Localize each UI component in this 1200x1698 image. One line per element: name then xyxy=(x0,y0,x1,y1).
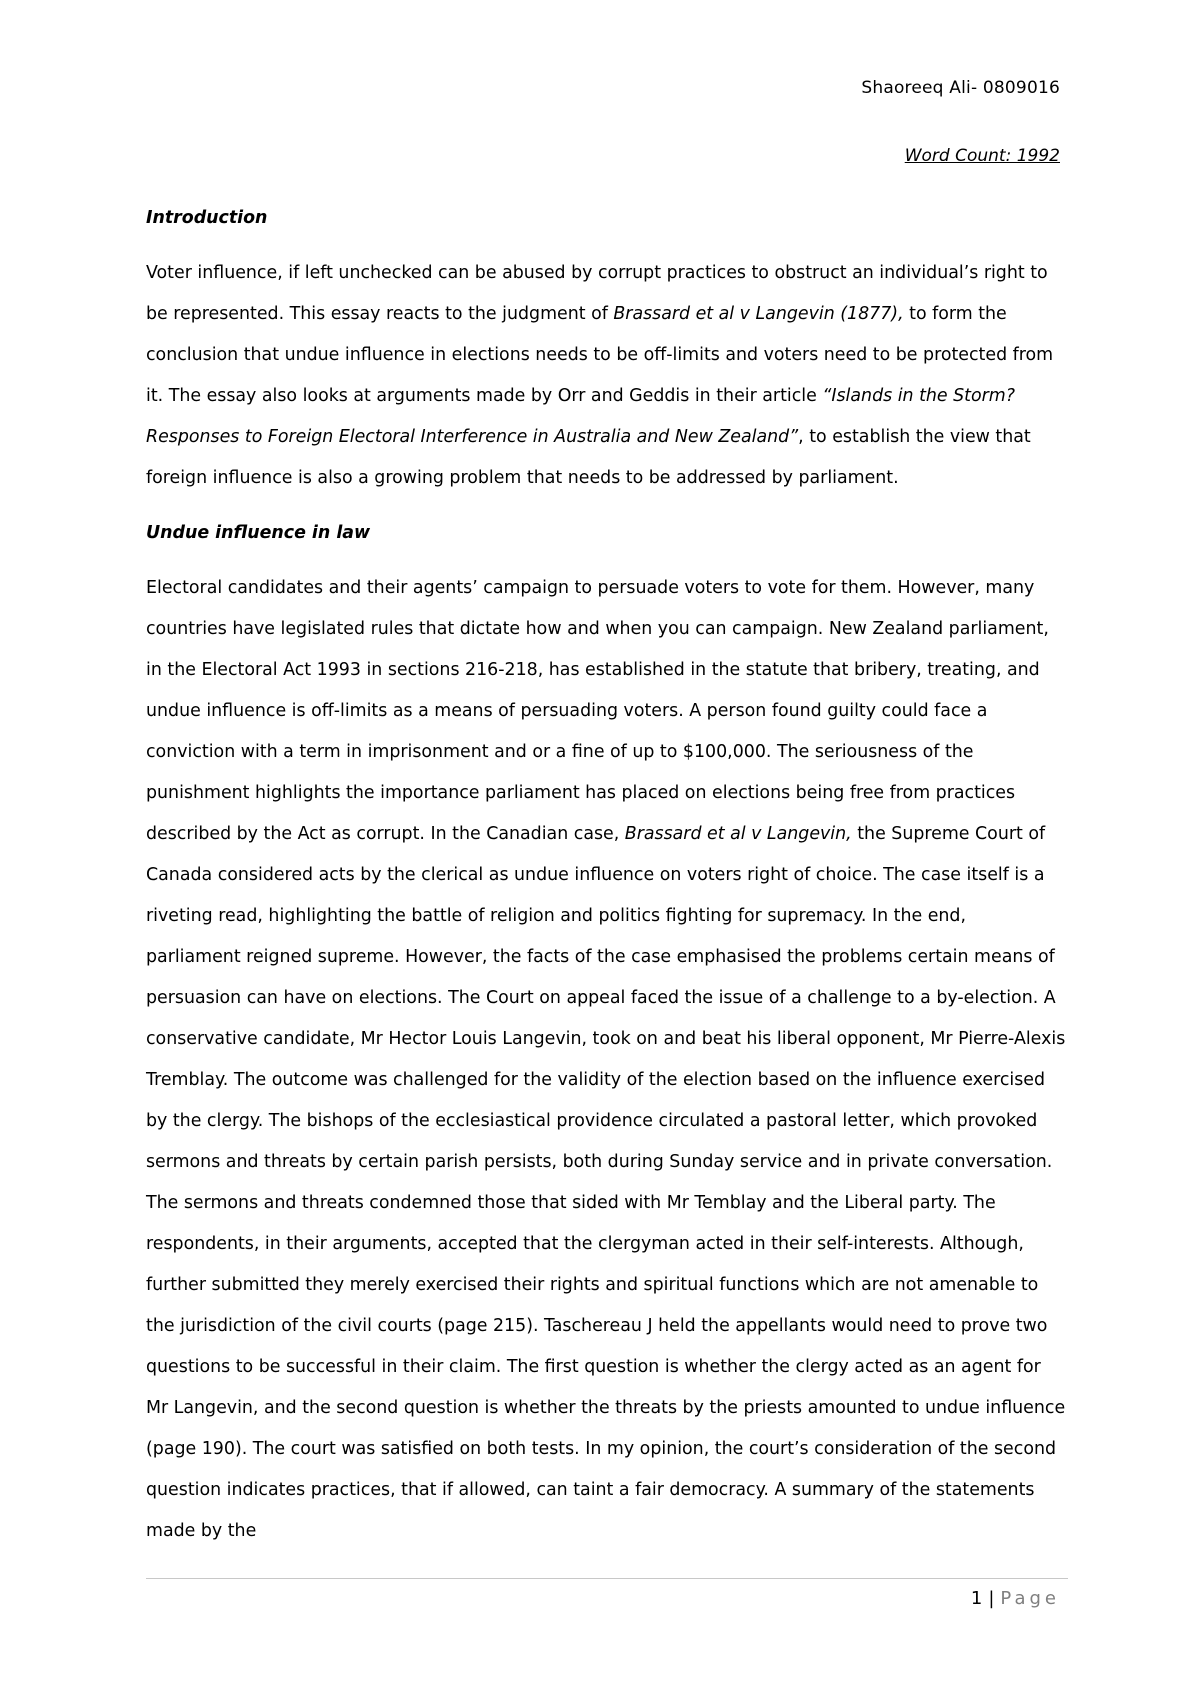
page-footer xyxy=(971,1588,1060,1609)
case-citation-2: Brassard et al v Langevin, xyxy=(624,824,852,844)
law-text-2: the Supreme Court of Canada considered acts by the clerical as undue influence on voters right of choice. The case itself is a riveting read, highlighting the battle of religion and politics fighting for supremacy. In the end, parliament reigned supreme. However, the facts of the case emphasised the problems certain means of persuasion can have on elections. The Court on appeal faced the issue of a challenge to a by-election. A conservative candidate, Mr Hector Louis Langevin, took on and beat his liberal opponent, Mr Pierre-Alexis Tremblay. The outcome was challenged for the validity of the election based on the influence exercised by the clergy. The bishops of the ecclesiastical providence circulated a pastoral letter, which provoked sermons and threats by certain parish persists, both during Sunday service and in private conversation. The sermons and threats condemned those that sided with Mr Temblay and the Liberal party. The respondents, in their arguments, accepted that the clergyman acted in their self-interests. Although, further submitted they merely exercised their rights and spiritual functions which are not amenable to the jurisdiction of the civil courts (page 215). Taschereau J held the appellants would need to prove two questions to be successful in their claim. The first question is whether the clergy acted as an agent for Mr Langevin, and the second question is whether the threats by the priests amounted to undue influence (page 190). The court was satisfied on both tests. In my opinion, the court’s consideration of the second question indicates practices, that if allowed, can taint a fair democracy. A summary of the statements made by the xyxy=(146,824,1066,1541)
intro-text-1: Voter influence, if left unchecked can be abused by corrupt practices to obstruct an individual’s right to be represented. This essay reacts to the judgment of xyxy=(146,263,1048,324)
footer-divider xyxy=(146,1578,1068,1579)
law-text-1: Electoral candidates and their agents’ campaign to persuade voters to vote for them. However, many countries have legislated rules that dictate how and when you can campaign. New Zealand parliament, in the Electoral Act 1993 in sections 216-218, has established in the statute that bribery, treating, and undue influence is off-limits as a means of persuading voters. A person found guilty could face a conviction with a term in imprisonment and or a fine of up to $100,000. The seriousness of the punishment highlights the importance parliament has placed on elections being free from practices described by the Act as corrupt. In the Canadian case, xyxy=(146,578,1049,844)
intro-paragraph xyxy=(146,253,1066,499)
word-count: Word Count: 1992 xyxy=(904,146,1060,166)
intro-text-2: to form the conclusion that undue influence in elections needs to be off-limits and voters need to be protected from it. The essay also looks at arguments made by Orr and Geddis in their article xyxy=(146,304,1054,406)
law-paragraph xyxy=(146,568,1066,1552)
law-heading: Undue influence in law xyxy=(146,523,371,543)
intro-heading: Introduction xyxy=(146,208,268,228)
page-number: 1 xyxy=(970,1588,983,1609)
page-label: Page xyxy=(1000,1588,1060,1609)
footer-separator: | xyxy=(988,1588,995,1609)
intro-text-3: , to establish the view that foreign influence is also a growing problem that needs to be addressed by parliament. xyxy=(146,427,1031,488)
case-citation-1: Brassard et al v Langevin (1877), xyxy=(613,304,904,324)
author-id: Shaoreeq Ali- 0809016 xyxy=(861,78,1060,98)
article-title: “Islands in the Storm? Responses to Foreign Electoral Interference in Australia and New Zealand” xyxy=(146,386,1015,447)
document-body xyxy=(146,198,1066,1552)
